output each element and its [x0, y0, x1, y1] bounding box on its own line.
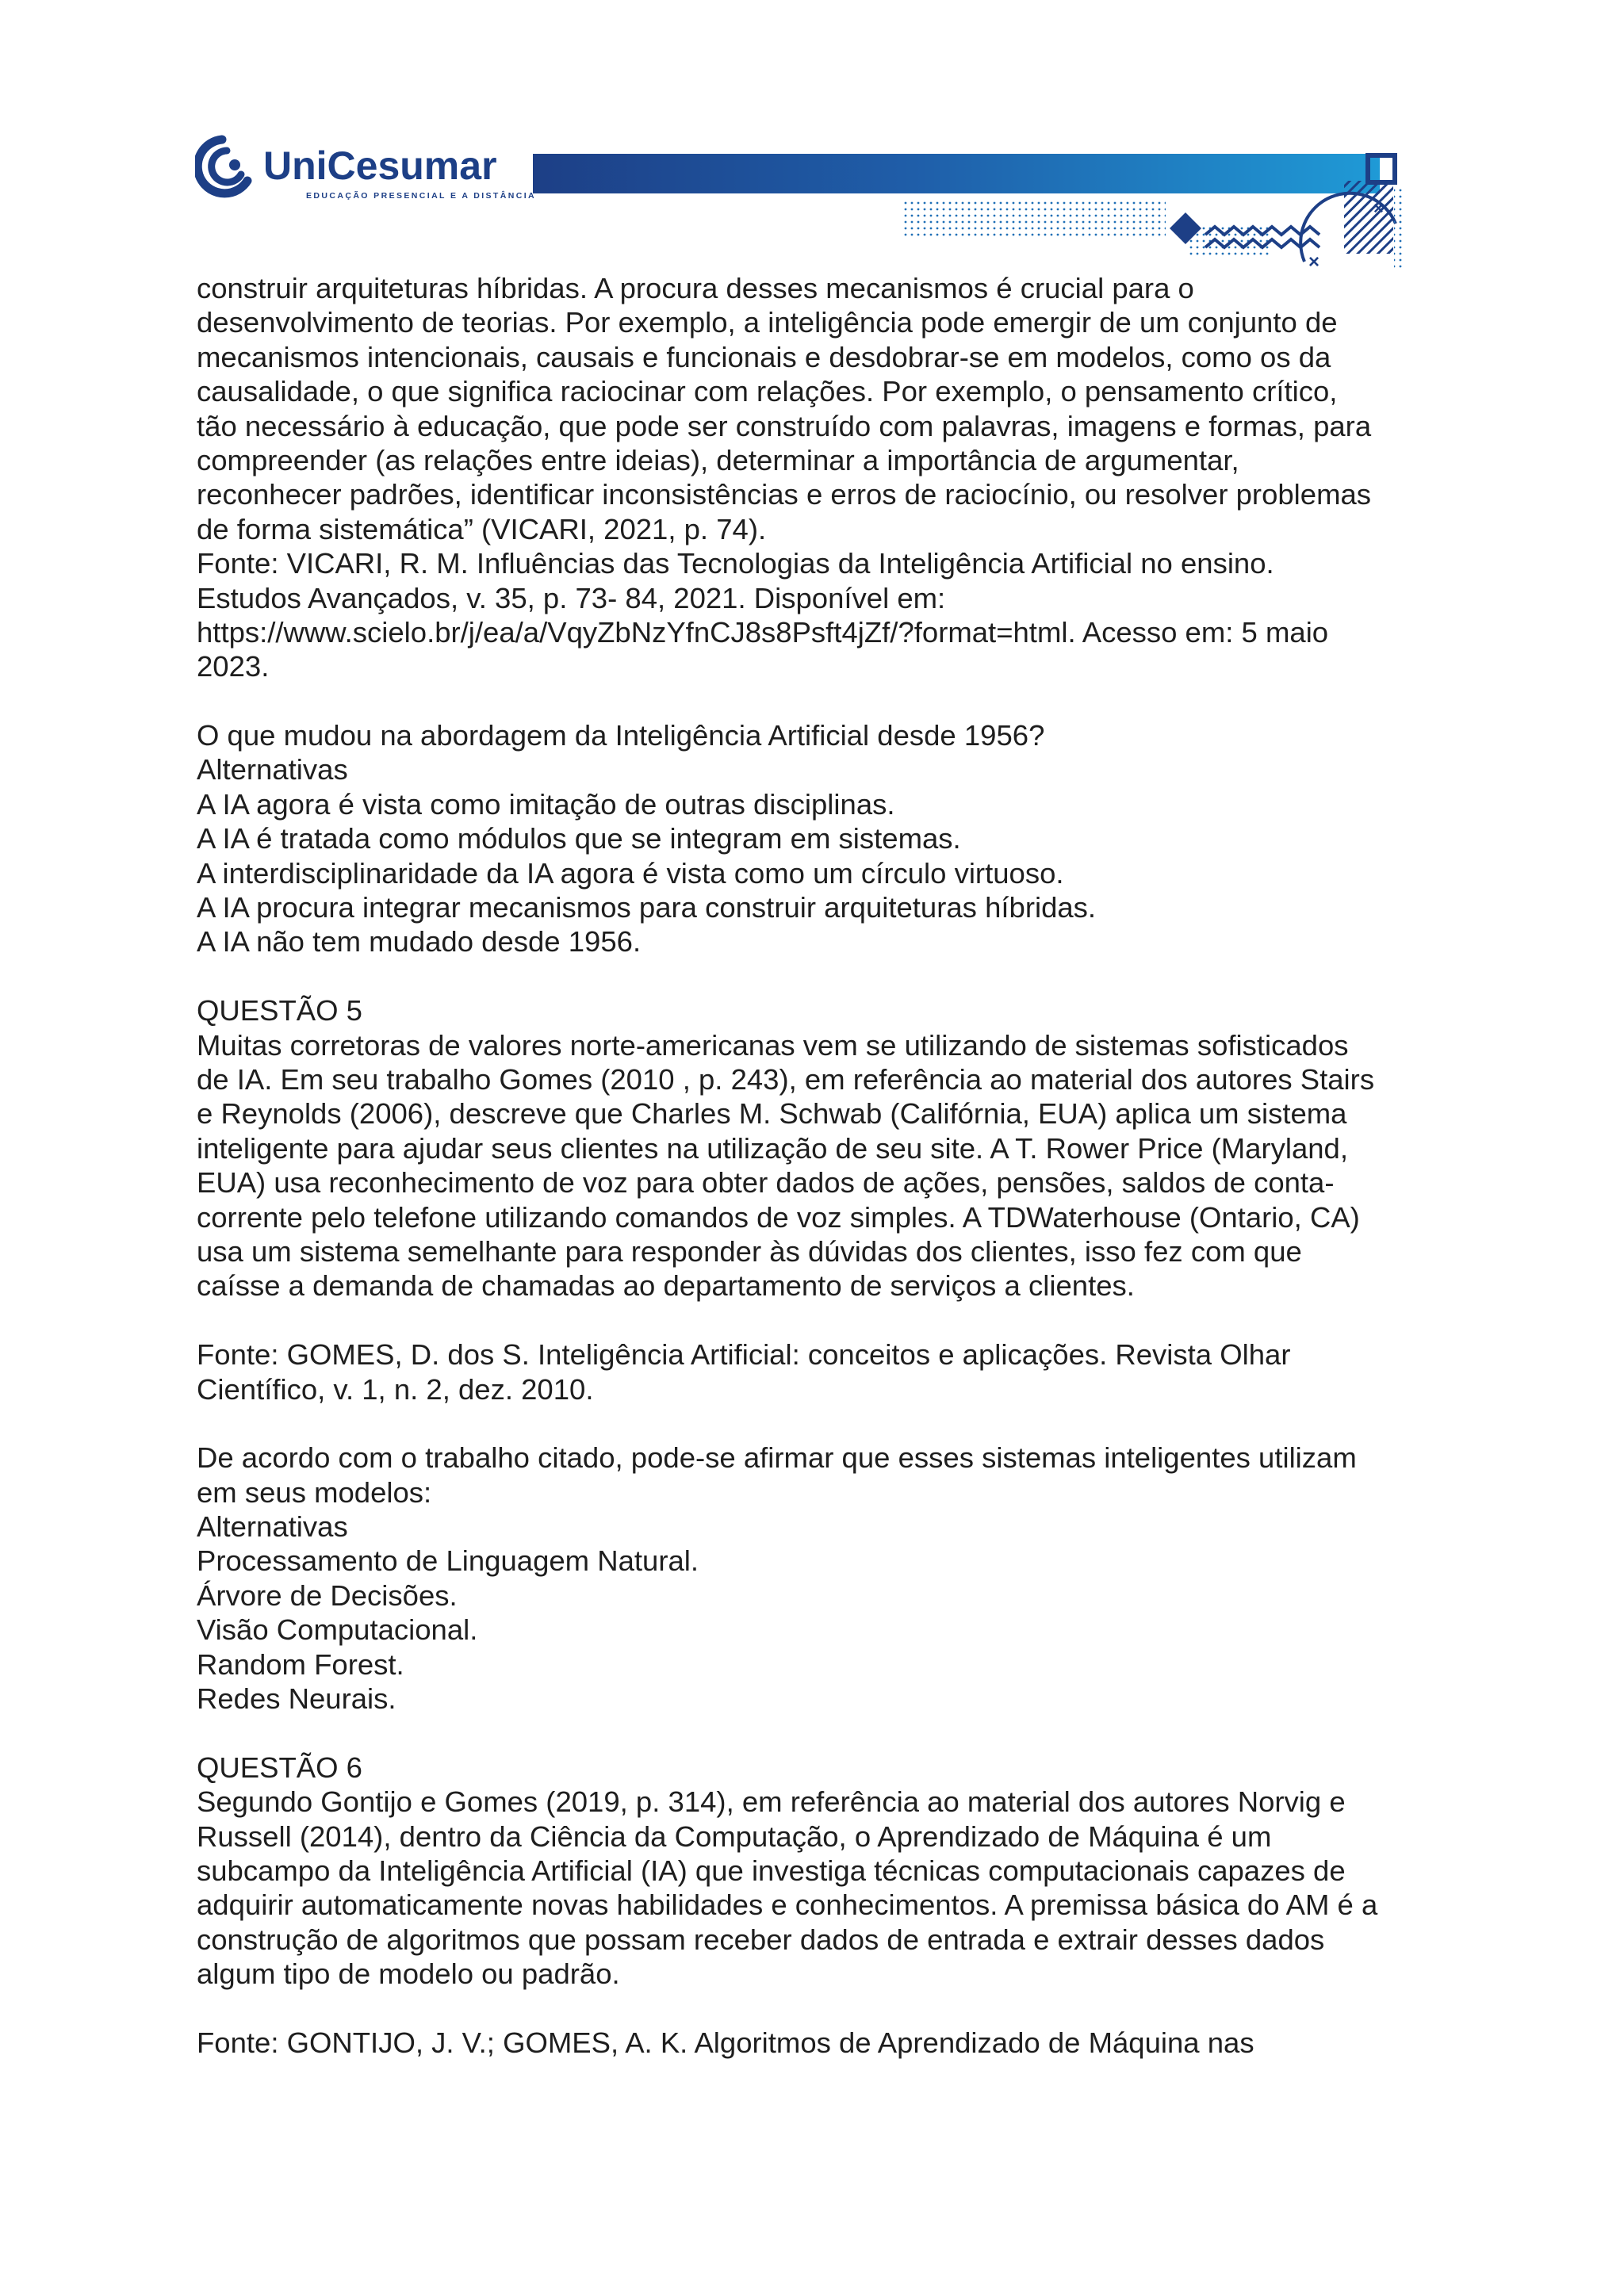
- text-line: adquirir automaticamente novas habilidades e conhecimentos. A premissa básica do AM é a: [197, 1888, 1378, 1922]
- text-line: A IA procura integrar mecanismos para construir arquiteturas híbridas.: [197, 891, 1097, 924]
- text-line: compreender (as relações entre ideias), determinar a importância de argumentar,: [197, 443, 1239, 476]
- text-line: Random Forest.: [197, 1647, 404, 1681]
- text-line: QUESTÃO 5: [197, 994, 362, 1027]
- text-block: [197, 1751, 1434, 1992]
- text-line: De acordo com o trabalho citado, pode-se afirmar que esses sistemas inteligentes utilizam: [197, 1441, 1357, 1475]
- text-line: e Reynolds (2006), descreve que Charles M. Schwab (Califórnia, EUA) aplica um sistema: [197, 1097, 1347, 1131]
- text-line: https://www.scielo.br/j/ea/a/VqyZbNzYfnCJ8s8Psft4jZf/?format=html. Acesso em: 5 maio: [197, 615, 1329, 649]
- text-line: causalidade, o que significa raciocinar com relações. Por exemplo, o pensamento crítico,: [197, 375, 1338, 408]
- text-line: algum tipo de modelo ou padrão.: [197, 1957, 620, 1991]
- text-line: reconhecer padrões, identificar inconsistências e erros de raciocínio, ou resolver problemas: [197, 478, 1372, 511]
- text-line: Fonte: VICARI, R. M. Influências das Tecnologias da Inteligência Artificial no ensino.: [197, 547, 1274, 580]
- text-block: [197, 1337, 1434, 1406]
- text-line: Redes Neurais.: [197, 1682, 396, 1716]
- text-line: corrente pelo telefone utilizando comandos de voz simples. A TDWaterhouse (Ontario, CA): [197, 1200, 1360, 1234]
- document-body: [197, 271, 1434, 2060]
- svg-text:×: ×: [1373, 198, 1384, 218]
- text-line: Segundo Gontijo e Gomes (2019, p. 314), em referência ao material dos autores Norvig e: [197, 1785, 1346, 1819]
- text-line: Alternativas: [197, 753, 348, 786]
- text-line: Muitas corretoras de valores norte-americanas vem se utilizando de sistemas sofisticados: [197, 1028, 1349, 1062]
- text-line: Fonte: GOMES, D. dos S. Inteligência Artificial: conceitos e aplicações. Revista Olhar: [197, 1338, 1291, 1372]
- text-line: Científico, v. 1, n. 2, dez. 2010.: [197, 1372, 594, 1406]
- text-line: Alternativas: [197, 1510, 348, 1544]
- brand-tagline: EDUCAÇÃO PRESENCIAL E A DISTÂNCIA: [306, 191, 536, 201]
- text-line: em seus modelos:: [197, 1475, 432, 1509]
- text-block: [197, 2026, 1434, 2060]
- svg-text:×: ×: [1308, 251, 1320, 270]
- text-line: tão necessário à educação, que pode ser construído com palavras, imagens e formas, para: [197, 409, 1372, 442]
- brand-name: UniCesumar: [263, 144, 497, 188]
- text-line: A IA não tem mudado desde 1956.: [197, 925, 642, 959]
- text-line: de IA. Em seu trabalho Gomes (2010 , p. 243), em referência ao material dos autores Stairs: [197, 1062, 1375, 1096]
- text-block: [197, 1441, 1434, 1716]
- text-line: inteligente para ajudar seus clientes na utilização de seu site. A T. Rower Price (Maryland,: [197, 1131, 1348, 1165]
- text-line: construção de algoritmos que possam receber dados de entrada e extrair desses dados: [197, 1923, 1325, 1956]
- text-line: Árvore de Decisões.: [197, 1578, 458, 1612]
- text-line: A IA é tratada como módulos que se integram em sistemas.: [197, 822, 961, 855]
- text-line: QUESTÃO 6: [197, 1751, 362, 1784]
- text-line: caísse a demanda de chamadas ao departamento de serviços a clientes.: [197, 1269, 1135, 1303]
- text-line: desenvolvimento de teorias. Por exemplo, a inteligência pode emergir de um conjunto de: [197, 306, 1338, 339]
- text-line: subcampo da Inteligência Artificial (IA) que investiga técnicas computacionais capazes de: [197, 1854, 1346, 1887]
- text-line: construir arquiteturas híbridas. A procura desses mecanismos é crucial para o: [197, 272, 1194, 304]
- text-line: de forma sistemática” (VICARI, 2021, p. 74).: [197, 512, 767, 545]
- text-line: Visão Computacional.: [197, 1613, 478, 1647]
- text-line: mecanismos intencionais, causais e funcionais e desdobrar-se em modelos, como os da: [197, 340, 1331, 373]
- text-line: Processamento de Linguagem Natural.: [197, 1544, 699, 1578]
- unicesumar-logo: [195, 135, 536, 206]
- paragraph-gap: [197, 1716, 1434, 1750]
- paragraph-gap: [197, 684, 1434, 718]
- text-line: A interdisciplinaridade da IA agora é vista como um círculo virtuoso.: [197, 856, 1064, 890]
- text-block: [197, 271, 1434, 684]
- text-block: [197, 993, 1434, 1303]
- text-line: O que mudou na abordagem da Inteligência Artificial desde 1956?: [197, 719, 1045, 752]
- paragraph-gap: [197, 1406, 1434, 1441]
- text-line: Fonte: GONTIJO, J. V.; GOMES, A. K. Algoritmos de Aprendizado de Máquina nas: [197, 2026, 1254, 2059]
- logo-mark-icon: [197, 140, 247, 193]
- text-line: EUA) usa reconhecimento de voz para obter dados de ações, pensões, saldos de conta-: [197, 1166, 1335, 1200]
- paragraph-gap: [197, 1303, 1434, 1337]
- text-line: usa um sistema semelhante para responder às dúvidas dos clientes, isso fez com que: [197, 1234, 1302, 1268]
- text-line: 2023.: [197, 650, 270, 683]
- text-line: A IA agora é vista como imitação de outras disciplinas.: [197, 787, 895, 821]
- paragraph-gap: [197, 1992, 1434, 2026]
- text-line: Russell (2014), dentro da Ciência da Computação, o Aprendizado de Máquina é um: [197, 1820, 1272, 1853]
- paragraph-gap: [197, 959, 1434, 993]
- text-block: [197, 718, 1434, 959]
- text-line: Estudos Avançados, v. 35, p. 73- 84, 2021. Disponível em:: [197, 581, 946, 614]
- header-decoration-icon: [904, 151, 1427, 270]
- page-header: [0, 0, 1624, 277]
